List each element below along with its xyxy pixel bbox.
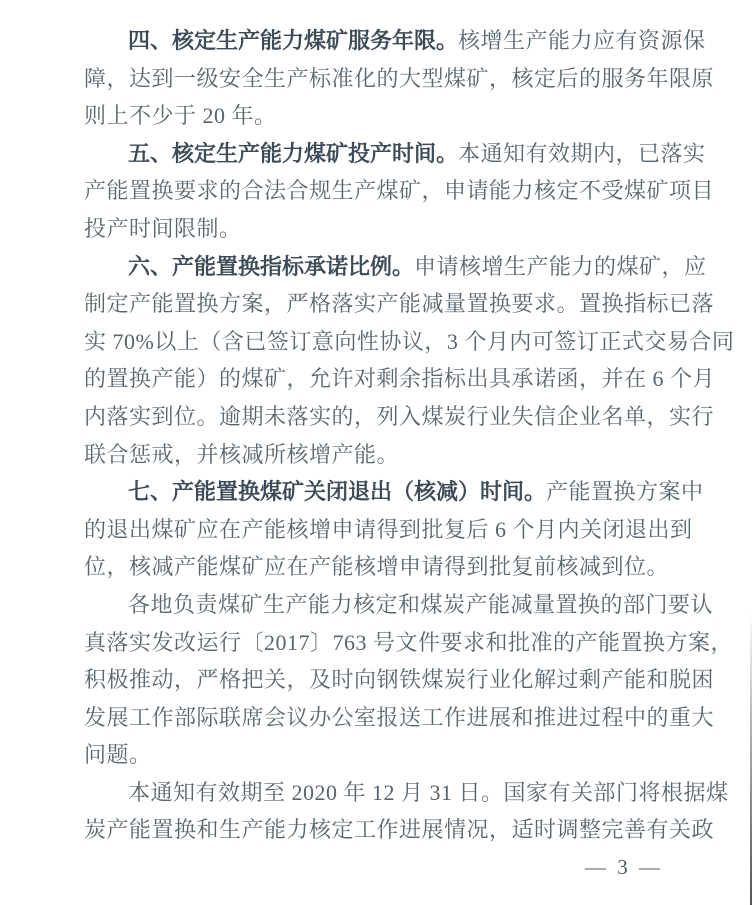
text-line-text: 真落实发改运行〔2017〕763 号文件要求和批准的产能置换方案， xyxy=(84,629,734,655)
text-line xyxy=(84,323,735,361)
text-line xyxy=(84,135,706,173)
text-line xyxy=(84,172,715,210)
text-line-text: 问题。 xyxy=(84,742,152,768)
text-line xyxy=(84,97,678,135)
text-line-text: 发展工作部际联席会议办公室报送工作进展和推进过程中的重大 xyxy=(84,704,715,730)
text-line-text: 各地负责煤矿生产能力核定和煤炭产能减量置换的部门要认 xyxy=(128,591,714,617)
section-heading-5: 五、核定生产能力煤矿投产时间。 xyxy=(128,140,459,166)
text-line-text: 本通知有效期内，已落实 xyxy=(458,140,706,166)
text-line-text: 投产时间限制。 xyxy=(84,215,242,241)
section-heading-4: 四、核定生产能力煤矿服务年限。 xyxy=(128,28,459,53)
text-line xyxy=(84,248,707,286)
text-line-text: 炭产能置换和生产能力核定工作进展情况，适时调整完善有关政 xyxy=(84,817,715,843)
text-line-text: 积极推动，严格把关，及时向钢铁煤炭行业化解过剩产能和脱困 xyxy=(84,667,715,693)
section-heading-6: 六、产能置换指标承诺比例。 xyxy=(128,253,415,279)
text-line xyxy=(84,360,716,398)
text-line xyxy=(84,774,729,812)
text-line-text: 障，达到一级安全生产标准化的大型煤矿，核定后的服务年限原 xyxy=(84,65,715,91)
text-line-text: 实 70%以上（含已签订意向性协议，3 个月内可签订正式交易合同 xyxy=(84,328,735,354)
page-number xyxy=(585,853,663,881)
text-line xyxy=(84,398,715,436)
text-line-text: 位，核减产能煤矿应在产能核增申请得到批复前核减到位。 xyxy=(84,554,670,580)
text-line xyxy=(84,736,678,774)
text-line-text: 的置换产能）的煤矿，允许对剩余指标出具承诺函，并在 6 个月 xyxy=(84,366,716,392)
text-line xyxy=(84,60,715,98)
text-line-text: 内落实到位。逾期未落实的，列入煤炭行业失信企业名单，实行 xyxy=(84,403,715,429)
text-line-text: 制定产能置换方案，严格落实产能减量置换要求。置换指标已落 xyxy=(84,291,715,317)
text-line-text: 本通知有效期至 2020 年 12 月 31 日。国家有关部门将根据煤 xyxy=(128,779,729,805)
text-line xyxy=(84,210,678,248)
text-line xyxy=(84,511,693,549)
text-line xyxy=(84,22,706,60)
text-line xyxy=(84,661,715,699)
text-line xyxy=(84,436,678,474)
page-number-text: — 3 — xyxy=(585,855,663,879)
text-line xyxy=(84,548,678,586)
text-line xyxy=(84,624,734,662)
text-line xyxy=(84,586,714,624)
text-line-text: 联合惩戒，并核减所核增产能。 xyxy=(84,441,400,467)
text-line-text: 的退出煤矿应在产能核增申请得到批复后 6 个月内关闭退出到 xyxy=(84,516,693,542)
text-line-text: 产能置换方案中 xyxy=(546,479,704,505)
text-line-text: 申请核增生产能力的煤矿，应 xyxy=(414,253,707,279)
text-line xyxy=(84,285,715,323)
text-line xyxy=(84,811,715,849)
scan-edge-artifact xyxy=(750,610,752,905)
text-line-text: 则上不少于 20 年。 xyxy=(84,103,277,129)
text-line-text: 核增生产能力应有资源保 xyxy=(458,28,706,53)
section-heading-7: 七、产能置换煤矿关闭退出（核减）时间。 xyxy=(128,479,547,505)
text-line xyxy=(84,473,704,511)
document-body xyxy=(84,22,735,849)
text-line-text: 产能置换要求的合法合规生产煤矿，申请能力核定不受煤矿项目 xyxy=(84,178,715,204)
text-line xyxy=(84,699,715,737)
